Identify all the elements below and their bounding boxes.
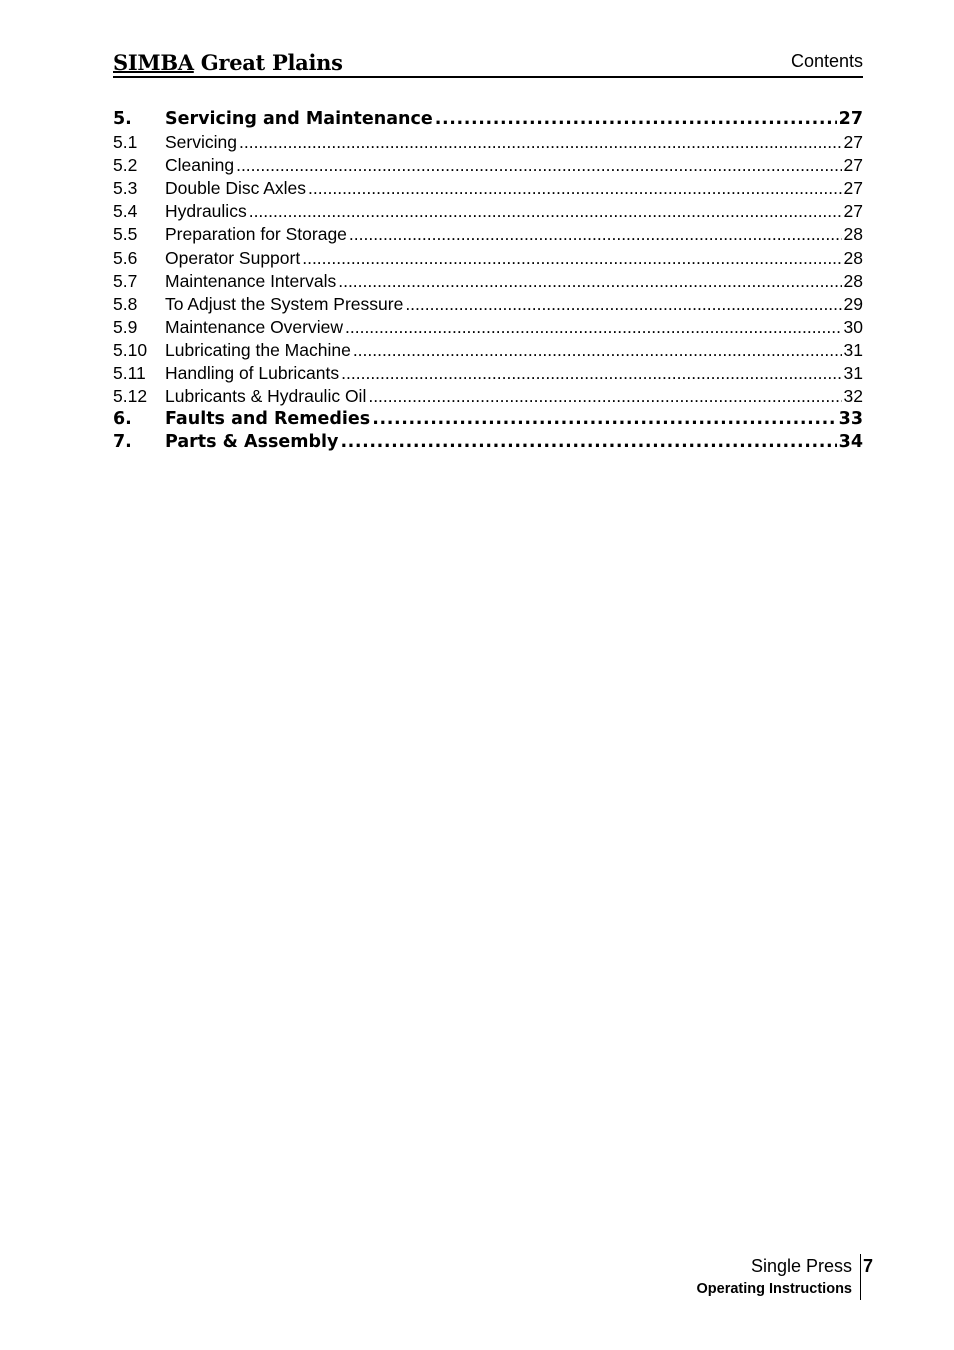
- toc-entry-page: 33: [838, 409, 863, 430]
- toc-entry-number: 5.11: [113, 363, 146, 384]
- toc-entry-page: 29: [843, 293, 863, 314]
- toc-entry-title: Operator Support: [165, 247, 301, 268]
- toc-entry-number: 5.5: [113, 224, 138, 245]
- toc-entry-number: 5.3: [113, 178, 138, 199]
- toc-entry-title: Faults and Remedies: [165, 409, 371, 430]
- footer-text: [697, 1254, 853, 1300]
- toc-entry-number: 5.4: [113, 201, 138, 222]
- toc-entry-number: 5.9: [113, 316, 138, 337]
- toc-entry-page: 27: [843, 178, 863, 199]
- toc-entry-page: 34: [838, 432, 863, 453]
- toc-entry[interactable]: [113, 408, 863, 431]
- toc-entry-title: Servicing: [165, 132, 237, 153]
- toc-entry[interactable]: [113, 270, 863, 293]
- footer-divider: [860, 1254, 862, 1300]
- toc-entry[interactable]: [113, 177, 863, 200]
- page-number: 7: [863, 1256, 874, 1276]
- table-of-contents: [113, 108, 863, 454]
- document-subtitle: Operating Instructions: [696, 1281, 852, 1297]
- toc-entry[interactable]: [113, 154, 863, 177]
- toc-dot-leader: [341, 362, 841, 385]
- toc-entry-number: 5.8: [113, 293, 138, 314]
- toc-entry[interactable]: [113, 385, 863, 408]
- brand-great-plains: Great Plains: [193, 50, 343, 75]
- toc-entry-page: 27: [838, 109, 863, 129]
- brand-simba: SIMBA: [113, 50, 194, 75]
- toc-entry[interactable]: [113, 339, 863, 362]
- toc-entry-title: Hydraulics: [165, 201, 247, 222]
- toc-entry[interactable]: [113, 131, 863, 154]
- toc-dot-leader: [302, 247, 841, 270]
- toc-dot-leader: [349, 223, 842, 246]
- toc-dot-leader: [308, 177, 841, 200]
- toc-entry-title: To Adjust the System Pressure: [165, 293, 404, 314]
- toc-entry-title: Maintenance Intervals: [165, 270, 337, 291]
- toc-dot-leader: [368, 385, 841, 408]
- toc-entry-page: 28: [843, 224, 863, 245]
- toc-entry-title: Lubricants & Hydraulic Oil: [165, 386, 367, 407]
- toc-dot-leader: [353, 339, 842, 362]
- toc-entry-title: Handling of Lubricants: [165, 363, 340, 384]
- toc-entry-number: 7.: [113, 432, 132, 453]
- toc-entry[interactable]: [113, 431, 863, 454]
- toc-entry-page: 31: [843, 363, 863, 384]
- toc-dot-leader: [372, 408, 836, 431]
- toc-dot-leader: [236, 154, 841, 177]
- toc-entry-number: 5.10: [113, 339, 148, 360]
- toc-entry-page: 27: [843, 155, 863, 176]
- toc-dot-leader: [405, 293, 841, 316]
- toc-dot-leader: [239, 131, 842, 154]
- toc-entry[interactable]: [113, 362, 863, 385]
- toc-entry-page: 27: [843, 201, 863, 222]
- toc-entry-page: 30: [843, 316, 863, 337]
- toc-entry-page: 27: [843, 132, 863, 153]
- toc-entry[interactable]: [113, 223, 863, 246]
- toc-entry[interactable]: [113, 316, 863, 339]
- toc-entry-number: 5.: [113, 109, 132, 129]
- brand-logo: [113, 50, 343, 76]
- toc-entry-title: Preparation for Storage: [165, 224, 347, 245]
- toc-entry-title: Maintenance Overview: [165, 316, 343, 337]
- toc-entry-page: 31: [843, 339, 863, 360]
- toc-entry-page: 28: [843, 247, 863, 268]
- toc-entry[interactable]: [113, 108, 863, 131]
- toc-entry[interactable]: [113, 247, 863, 270]
- toc-entry-title: Servicing and Maintenance: [165, 109, 433, 129]
- toc-entry-number: 5.7: [113, 270, 138, 291]
- toc-entry[interactable]: [113, 200, 863, 223]
- toc-dot-leader: [435, 108, 837, 131]
- toc-entry-number: 6.: [113, 409, 132, 430]
- toc-dot-leader: [340, 431, 836, 454]
- toc-entry-title: Double Disc Axles: [165, 178, 307, 199]
- toc-entry-page: 28: [843, 270, 863, 291]
- toc-entry-number: 5.6: [113, 247, 138, 268]
- toc-entry-page: 32: [843, 386, 863, 407]
- toc-dot-leader: [338, 270, 841, 293]
- section-title: Contents: [790, 51, 863, 71]
- toc-dot-leader: [345, 316, 842, 339]
- toc-entry-title: Parts & Assembly: [165, 432, 339, 453]
- toc-entry-title: Lubricating the Machine: [165, 339, 351, 360]
- toc-entry[interactable]: [113, 293, 863, 316]
- toc-entry-title: Cleaning: [165, 155, 235, 176]
- toc-entry-number: 5.1: [113, 132, 138, 153]
- toc-dot-leader: [249, 200, 842, 223]
- document-name: Single Press: [750, 1256, 852, 1276]
- page-header: [113, 48, 863, 78]
- toc-entry-number: 5.12: [113, 386, 148, 407]
- toc-entry-number: 5.2: [113, 155, 138, 176]
